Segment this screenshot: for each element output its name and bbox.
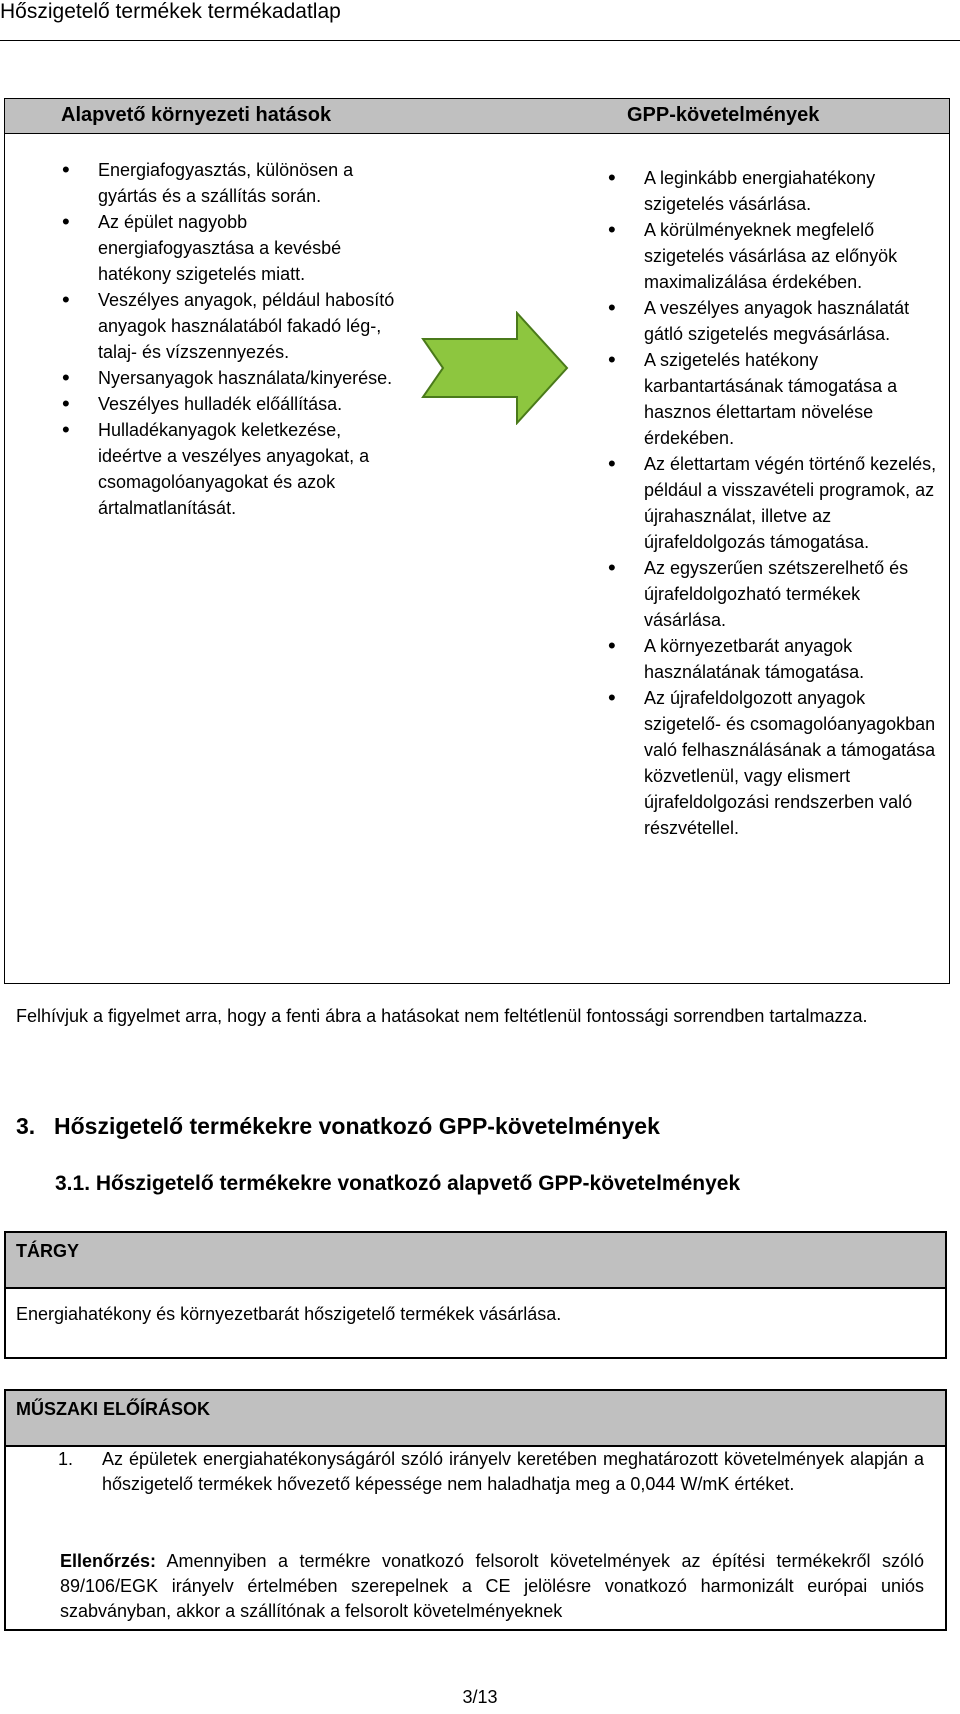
list-item: • Nyersanyagok használata/kinyerése. — [98, 365, 398, 391]
list-item: • Hulladékanyagok keletkezése, ideértve a veszélyes anyagokat, a csomagolóanyagokat és azok ártalmatlanítását. — [98, 417, 398, 521]
subject-box — [4, 1231, 947, 1359]
verification-label: Ellenőrzés: — [60, 1551, 157, 1571]
list-item: • A leginkább energiahatékony szigetelés vásárlása. — [644, 165, 944, 217]
section-title: Hőszigetelő termékekre vonatkozó GPP-követelmények — [54, 1113, 660, 1139]
impacts-heading: Alapvető környezeti hatások — [61, 104, 332, 126]
list-item: • Az egyszerűen szétszerelhető és újrafeldolgozható termékek vásárlása. — [644, 555, 944, 633]
list-item: • Az élettartam végén történő kezelés, például a visszavételi programok, az újrahasználat, illetve az újrafeldolgozás támogatása. — [644, 451, 944, 555]
list-item: • A körülményeknek megfelelő szigetelés vásárlása az előnyök maximalizálása érdekében. — [644, 217, 944, 295]
list-item: • Az újrafeldolgozott anyagok szigetelő- és csomagolóanyagokban való felhasználásának a támogatása közvetlenül, vagy elismert újrafeldolgozási rendszerben való részvétellel. — [644, 685, 944, 841]
list-item: • A környezetbarát anyagok használatának támogatása. — [644, 633, 944, 685]
verification-text: Amennyiben a termékre vonatkozó felsorolt követelmények az építési termékekről szóló 89/106/EGK irányelv értelmében szerepelnek a CE jelölésre vonatkozó harmonizált európai uniós szabványban, akkor a szállítónak a felsorolt követelményeknek — [60, 1551, 924, 1621]
subsection-heading — [55, 1171, 740, 1197]
page-number: 3/13 — [462, 1687, 498, 1707]
list-item: • Veszélyes hulladék előállítása. — [98, 391, 398, 417]
list-item: • Az épület nagyobb energiafogyasztása a kevésbé hatékony szigetelés miatt. — [98, 209, 398, 287]
impact-table — [4, 98, 950, 984]
spec-item-text: Az épületek energiahatékonyságáról szóló irányelv keretében meghatározott követelmények alapján a hőszigetelő termékek hővezető képessége nem haladhatja meg a 0,044 W/mK értéket. — [102, 1449, 924, 1494]
spec-item-number: 1. — [58, 1449, 74, 1469]
verification-paragraph — [60, 1549, 924, 1624]
right-arrow-icon — [421, 311, 571, 425]
list-item: • A veszélyes anyagok használatát gátló szigetelés megvásárlása. — [644, 295, 944, 347]
impacts-list — [98, 157, 398, 521]
impact-table-header — [5, 99, 949, 134]
document-header: Hőszigetelő termékek termékadatlap — [0, 0, 341, 23]
subject-text: Energiahatékony és környezetbarát hőszigetelő termékek vásárlása. — [16, 1304, 562, 1324]
header-divider — [0, 40, 960, 41]
section-heading — [16, 1112, 660, 1140]
technical-specs-heading: MŰSZAKI ELŐÍRÁSOK — [6, 1391, 945, 1447]
subsection-number: 3.1. — [55, 1172, 91, 1195]
subject-heading: TÁRGY — [6, 1233, 945, 1289]
figure-note: Felhívjuk a figyelmet arra, hogy a fenti ábra a hatásokat nem feltétlenül fontossági sorrendben tartalmazza. — [16, 1006, 868, 1026]
list-item: • Energiafogyasztás, különösen a gyártás és a szállítás során. — [98, 157, 398, 209]
technical-specs-box — [4, 1389, 947, 1631]
gpp-list — [644, 165, 944, 841]
section-number: 3. — [16, 1113, 36, 1139]
list-item: • A szigetelés hatékony karbantartásának támogatása a hasznos élettartam növelése érdekében. — [644, 347, 944, 451]
spec-item — [60, 1447, 924, 1497]
list-item: • Veszélyes anyagok, például habosító anyagok használatából fakadó lég-, talaj- és vízszennyezés. — [98, 287, 398, 365]
gpp-heading: GPP-követelmények — [627, 104, 820, 126]
subsection-title: Hőszigetelő termékekre vonatkozó alapvető GPP-követelmények — [95, 1172, 741, 1195]
